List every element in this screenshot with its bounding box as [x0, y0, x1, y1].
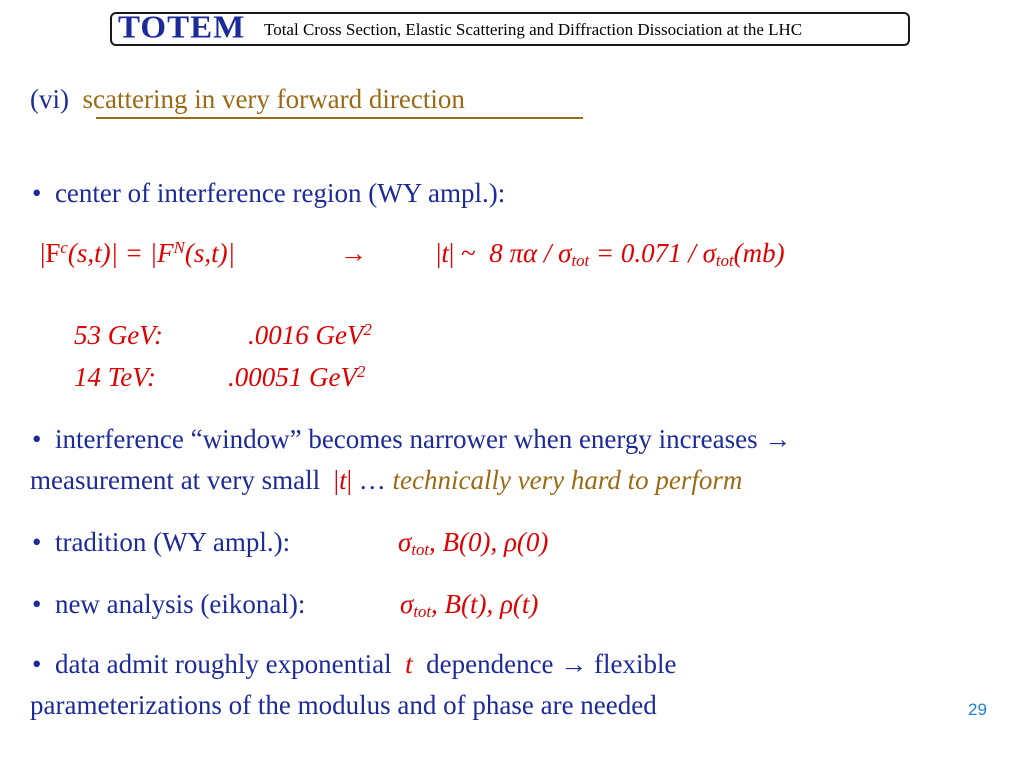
bullet-text: center of interference region (WY ampl.):	[54, 178, 506, 208]
formula-t-open: |	[436, 238, 442, 268]
params-rest: , B(0), ρ(0)	[429, 527, 549, 557]
totem-logo: TOTEM	[118, 10, 246, 46]
section-heading: scattering in very forward direction	[82, 84, 465, 114]
sigma: σ	[400, 589, 414, 619]
value-14tev-energy: 14 TeV:	[74, 362, 157, 392]
formula-rhs-sup: N	[173, 237, 185, 257]
formula-sub1: tot	[571, 251, 590, 271]
tradition-params	[398, 527, 548, 558]
t-abs-close: |	[346, 465, 352, 495]
section-heading-underline	[96, 117, 583, 119]
value-53gev-energy: 53 GeV:	[74, 320, 163, 350]
formula-lhs-open: |F	[40, 238, 61, 268]
interference-formula	[40, 238, 235, 269]
bullet-marker: •	[32, 424, 42, 454]
section-heading-line	[30, 84, 465, 115]
bullet-text: new analysis (eikonal):	[54, 589, 306, 619]
emphasis-text: technically very hard to perform	[392, 465, 743, 495]
t-var: t	[405, 649, 413, 679]
bullet-text: tradition (WY ampl.):	[54, 527, 291, 557]
bullet-data-admit-line2: parameterizations of the modulus and of phase are needed	[30, 690, 657, 720]
sigma-sub: tot	[413, 602, 431, 622]
bullet-text: interference “window” becomes narrower when energy increases →	[54, 424, 792, 454]
sigma: σ	[398, 527, 412, 557]
arrow-icon: →	[340, 238, 367, 268]
bullet-marker: •	[32, 527, 42, 557]
new-analysis-params	[400, 589, 538, 620]
bullet-marker: •	[32, 649, 42, 679]
bullet-data-admit	[32, 649, 677, 680]
value-14tev-sup: 2	[356, 361, 366, 381]
formula-t-var: t	[441, 238, 449, 268]
bullet-text: data admit roughly exponential	[54, 649, 392, 679]
formula-arrow	[340, 238, 367, 269]
section-number: (vi)	[30, 84, 69, 114]
bullet-text-post: dependence → flexible	[426, 649, 677, 679]
formula-sub2: tot	[715, 251, 734, 271]
value-14tev-number: .00051 GeV	[228, 362, 357, 392]
formula-rhs-args: (s,t)|	[184, 238, 236, 268]
sigma-sub: tot	[411, 540, 429, 560]
value-53gev	[248, 320, 372, 351]
formula-unit: (mb)	[733, 238, 785, 268]
page-number: 29	[968, 700, 987, 719]
value-14tev	[228, 362, 365, 393]
header-title: Total Cross Section, Elastic Scattering and Diffraction Dissociation at the LHC	[264, 20, 803, 39]
formula-expr1: 8 πα / σ	[489, 238, 572, 268]
bullet-center-interference	[32, 178, 505, 209]
bullet-tradition	[32, 527, 290, 558]
bullet-marker: •	[32, 178, 42, 208]
bullet-interference-window	[32, 424, 791, 455]
bullet-new-analysis	[32, 589, 305, 620]
t-var: t	[339, 465, 347, 495]
formula-lhs-args: (s,t)| = |F	[67, 238, 174, 268]
formula-lhs-sup: c	[60, 237, 68, 257]
bullet-interference-window-line2	[30, 465, 742, 496]
bullet-marker: •	[32, 589, 42, 619]
formula-t-close: | ~	[448, 238, 476, 268]
bullet-text-line2: measurement at very small	[30, 465, 321, 495]
ellipsis: …	[358, 465, 386, 495]
formula-t-relation	[436, 238, 785, 269]
value-53gev-number: .0016 GeV	[248, 320, 364, 350]
t-abs-open: |	[333, 465, 340, 495]
formula-expr2: = 0.071 / σ	[595, 238, 716, 268]
value-53gev-sup: 2	[363, 319, 372, 339]
params-rest: , B(t), ρ(t)	[431, 589, 539, 619]
